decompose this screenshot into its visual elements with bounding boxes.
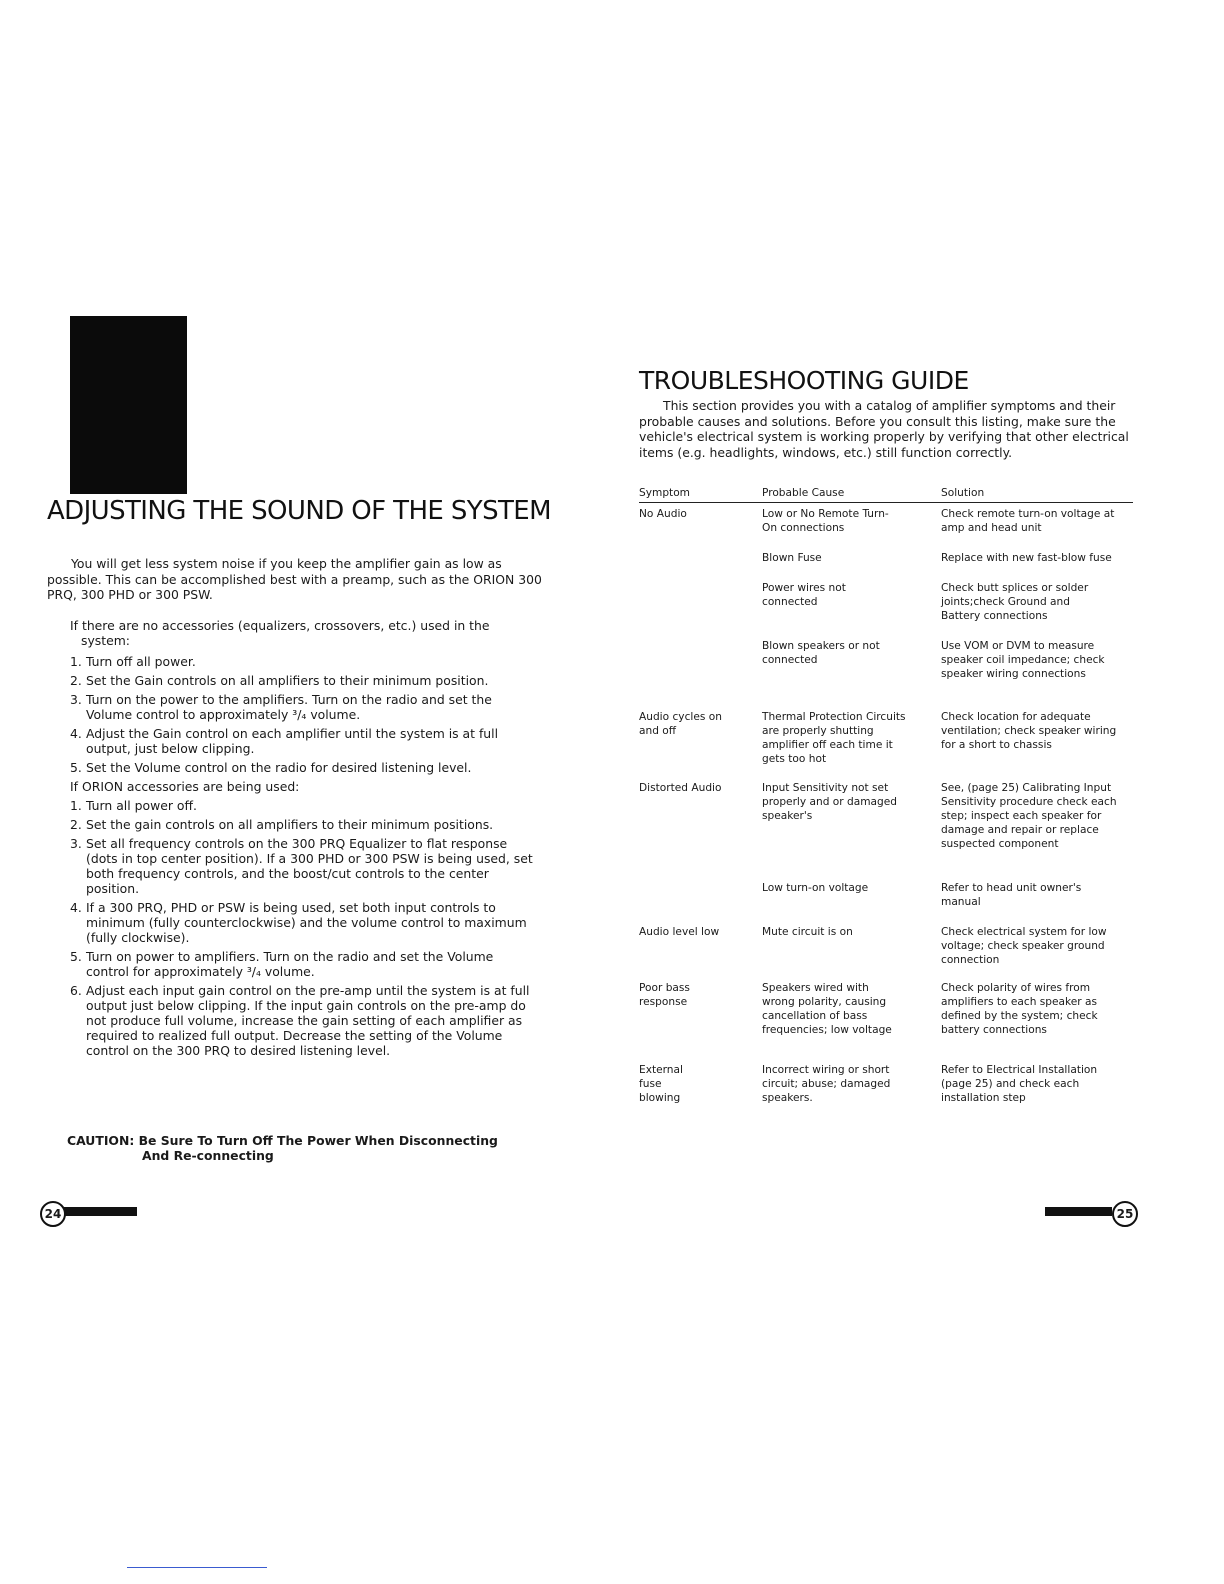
header-symptom: Symptom <box>639 487 690 499</box>
header-cause: Probable Cause <box>762 487 845 499</box>
orion-accessories-heading: If ORION accessories are being used: <box>70 779 300 794</box>
caution-line-2: And Re-connecting <box>142 1148 274 1163</box>
caution-line-1: CAUTION: Be Sure To Turn Off The Power When Disconnecting <box>67 1133 498 1148</box>
adjusting-sound-title: ADJUSTING THE SOUND OF THE SYSTEM <box>47 496 551 526</box>
list-item: 2. Set the gain controls on all amplifiers to their minimum positions. <box>70 817 494 832</box>
footer-bar-right <box>1045 1207 1112 1216</box>
list-item: 6. Adjust each input gain control on the pre-amp until the system is at full output just below clipping. If the input gain controls on the pre-amp do not produce full volume, increase the gain setting of each amplifier as required to realized full output. Decrease the setting of the Volume control on the 300 PRQ to desired listening level. <box>70 983 530 1058</box>
table-row: Blown Fuse Replace with new fast-blow fuse <box>762 552 1112 564</box>
list-item: 4. Adjust the Gain control on each amplifier until the system is at full output, just below clipping. <box>70 726 499 756</box>
troubleshooting-table <box>639 486 1133 1107</box>
header-solution: Solution <box>941 487 985 499</box>
page-number-left: 24 <box>40 1201 66 1227</box>
table-row: Audio level low Mute circuit is on Check electrical system for low voltage; check speaker ground connection <box>639 926 1107 966</box>
no-accessories-heading: If there are no accessories (equalizers, crossovers, etc.) used in the system: <box>70 618 490 648</box>
bottom-rule <box>127 1567 267 1568</box>
table-row: Blown speakers or not connected Use VOM or DVM to measure speaker coil impedance; check speaker wiring connections <box>762 640 1105 680</box>
list-item: 4. If a 300 PRQ, PHD or PSW is being used, set both input controls to minimum (fully counterclockwise) and the volume control to maximum (fully clockwise). <box>70 900 527 945</box>
list-item: 2. Set the Gain controls on all amplifiers to their minimum position. <box>70 673 489 688</box>
list-item: 1. Turn all power off. <box>70 798 197 813</box>
list-item: 5. Set the Volume control on the radio for desired listening level. <box>70 760 472 775</box>
table-header <box>639 486 1133 503</box>
list-item: 5. Turn on power to amplifiers. Turn on the radio and set the Volume control for approximately ³/₄ volume. <box>70 949 494 979</box>
table-row: Poor bass response Speakers wired with wrong polarity, causing cancellation of bass frequencies; low voltage Check polarity of wires from amplifiers to each speaker as defined by the system; check battery connections <box>639 982 1098 1036</box>
table-row: Low turn-on voltage Refer to head unit owner's manual <box>762 882 1082 908</box>
list-item: 3. Set all frequency controls on the 300 PRQ Equalizer to flat response (dots in top center position). If a 300 PHD or 300 PSW is being used, set both frequency controls, and the boost/cut controls to the center position. <box>70 836 533 896</box>
section-tab-block <box>70 316 187 494</box>
table-row: Distorted Audio Input Sensitivity not set properly and or damaged speaker's See, (page 25) Calibrating Input Sensitivity procedure check each step; inspect each speaker for damage and repair or replace suspected component <box>639 782 1117 850</box>
adjusting-sound-intro: You will get less system noise if you keep the amplifier gain as low as possible. This can be accomplished best with a preamp, such as the ORION 300 PRQ, 300 PHD or 300 PSW. <box>47 556 542 602</box>
list-item: 1. Turn off all power. <box>70 654 196 669</box>
list-item: 3. Turn on the power to the amplifiers. Turn on the radio and set the Volume control to approximately ³/₄ volume. <box>70 692 492 722</box>
table-row: No Audio Low or No Remote Turn-On connections Check remote turn-on voltage at amp and head unit <box>639 508 1115 534</box>
table-row: External fuse blowing Incorrect wiring or short circuit; abuse; damaged speakers. Refer to Electrical Installation (page 25) and check each installation step <box>639 1064 1098 1104</box>
footer-bar-left <box>64 1207 137 1216</box>
adjusting-steps <box>70 618 540 1062</box>
troubleshooting-title: TROUBLESHOOTING GUIDE <box>639 366 969 395</box>
caution-note <box>67 1133 547 1163</box>
table-row: Power wires not connected Check butt splices or solder joints;check Ground and Battery connections <box>762 582 1089 622</box>
troubleshooting-intro: This section provides you with a catalog of amplifier symptoms and their probable causes and solutions. Before you consult this listing, make sure the vehicle's electrical system is working properly by verifying that other electrical items (e.g. headlights, windows, etc.) still function correctly. <box>639 398 1129 460</box>
page-number-right: 25 <box>1112 1201 1138 1227</box>
table-row: Audio cycles on and off Thermal Protection Circuits are properly shutting amplifier off each time it gets too hot Check location for adequate ventilation; check speaker wiring for a short to chassis <box>639 711 1117 765</box>
